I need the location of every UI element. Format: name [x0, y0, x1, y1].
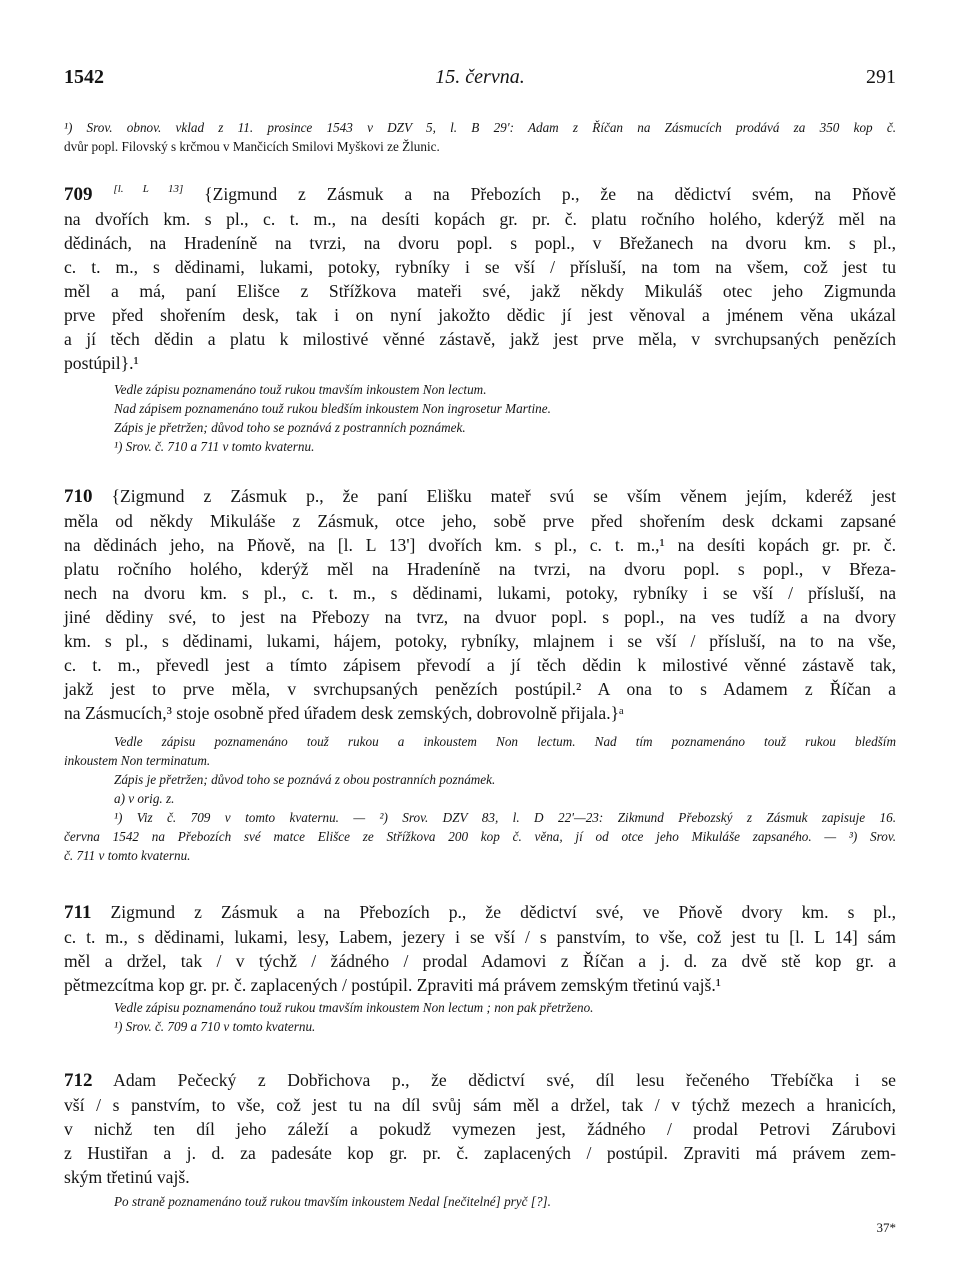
entry-line: na Zásmucích,³ stoje osobně před úřadem desk zemských, dobrovolně přijala.}ᵃ — [64, 703, 624, 723]
entry-number: 712 — [64, 1070, 93, 1091]
entry-line: postúpil}.¹ — [64, 353, 139, 373]
entry-line: km. s pl., s dědinami, lukami, hájem, potoky, rybníky, mlajnem i se vší / přísluší, na to na vše, — [64, 631, 896, 651]
header-year: 1542 — [64, 66, 104, 88]
entry-text: Adam Pečecký z Dobřichova p., že dědictví své, díl lesu řečeného Třebíčka i se — [113, 1070, 896, 1090]
editorial-note: Zápis je přetržen; důvod toho se poznává z obou postranních poznámek. — [114, 772, 496, 787]
entry-number: 711 — [64, 902, 92, 923]
entry-line: jakž jest to prve měla, v svrchupsaných penězích postúpil.² A ona to s Adamem z Říčan a — [64, 679, 896, 699]
entry-711-notes — [64, 998, 946, 1036]
entry-line: prve před shořením desk, tak i on nyní jakožto dědic jí jest věnoval a jménem věna ukázal — [64, 305, 896, 325]
entry-line: c. t. m., s dědinami, lukami, lesy, Labem, jezery i se vší / s panstvím, to vše, což jest tu [l. L 14] sám — [64, 927, 896, 947]
entry-text: {Zigmund z Zásmuk p., že paní Elišku mateř svú se vším věnem jejím, kderéž jest — [111, 486, 896, 506]
signature-mark: 37* — [876, 1220, 896, 1235]
page-header — [64, 66, 896, 90]
entry-line: v nichž ten díl jeho záleží a pokudž vymezen jest, žádného / prodal Petrovi Zárubovi — [64, 1119, 896, 1139]
entry-709-notes — [64, 380, 946, 456]
entry-line: měla od někdy Mikuláše z Zásmuk, otce jeho, sobě prve před shořením desk dckami zapsané — [64, 511, 896, 531]
editorial-note: Po straně poznamenáno touž rukou tmavším inkoustem Nedal [nečitelné] pryč [?]. — [114, 1194, 551, 1209]
footnote: ¹) Srov. č. 710 a 711 v tomto kvaternu. — [114, 439, 315, 454]
entry-number: 710 — [64, 486, 93, 507]
footnote-line: ¹) Srov. obnov. vklad z 11. prosince 1543 v DZV 5, l. B 29': Adam z Říčan na Zásmucích prodává za 350 kop č. — [64, 120, 896, 135]
entry-line: jiné dědiny své, to jest na Přebozy na tvrz, na dvuor popl. s popl., na ves tudíž a na dvory — [64, 607, 896, 627]
entry-line — [64, 182, 896, 207]
editorial-note: Vedle zápisu poznamenáno touž rukou a inkoustem Non lectum. Nad tím poznamenáno touž rukou bledším — [114, 734, 896, 749]
entry-line: nech na dvoru km. s pl., c. t. m., s dědinami, lukami, potoky, rybníky i se vší / přísluší, na — [64, 583, 896, 603]
entry-line: c. t. m., s dědinami, lukami, potoky, rybníky i se vší / přísluší, na tom na všem, což jest tu — [64, 257, 896, 277]
top-footnote — [64, 118, 896, 156]
entry-line: na dvořích km. s pl., c. t. m., na desíti kopách gr. pr. č. platu ročního holého, kderýž měl na — [64, 209, 896, 229]
entry-line: dědinách, na Hradeníně na tvrzi, na dvoru popl. s popl., v Břežanech na dvoru km. s pl., — [64, 233, 896, 253]
footnote: ¹) Viz č. 709 v tomto kvaternu. — ²) Srov. DZV 83, l. D 22'—23: Zikmund Přebozský z Zásmuk zapisuje 16. — [114, 810, 896, 825]
footnote-line: dvůr popl. Filovský s krčmou v Mančicích Smilovi Myškovi ze Žlunic. — [64, 139, 440, 154]
entry-text: {Zigmund z Zásmuk a na Přebozích p., že na dědictví svém, na Pňově — [204, 184, 896, 204]
entry-712-notes — [64, 1192, 946, 1211]
entry-line — [64, 1068, 896, 1093]
editorial-note: Nad zápisem poznamenáno touž rukou bledším inkoustem Non ingrosetur Martine. — [114, 401, 551, 416]
entry-line: z Hustiřan a j. d. za padesáte kop gr. pr. č. zaplacených / postúpil. Zpraviti má právem zem- — [64, 1143, 896, 1163]
entry-number: 709 — [64, 184, 93, 205]
entry-line: pětmezcítma kop gr. pr. č. zaplacených / postúpil. Zpraviti má právem zemským třetinú vajš.¹ — [64, 975, 722, 995]
entry-line: měl a držel, tak / v týchž / žádného / prodal Adamovi z Říčan a j. d. za dvě stě kop gr. a — [64, 951, 896, 971]
entry-712 — [64, 1068, 896, 1189]
entry-line: na dědinách jeho, na Pňově, na [l. L 13'] dvořích km. s pl., c. t. m.,¹ na desíti kopách gr. pr. č. — [64, 535, 896, 555]
entry-text: Zigmund z Zásmuk a na Přebozích p., že dědictví své, ve Pňově dvory km. s pl., — [110, 902, 896, 922]
editorial-note: Zápis je přetržen; důvod toho se poznává z postranních poznámek. — [114, 420, 466, 435]
header-date: 15. června. — [435, 66, 525, 88]
page-number: 291 — [866, 66, 896, 88]
entry-line: ským třetinú vajš. — [64, 1167, 190, 1187]
footnote: č. 711 v tomto kvaternu. — [64, 848, 191, 863]
entry-710-notes — [64, 732, 896, 865]
entry-line: měl a má, paní Elišce z Střížkova mateři své, jakž někdy Mikuláš otec jeho Zigmunda — [64, 281, 896, 301]
footnote: ¹) Srov. č. 709 a 710 v tomto kvaternu. — [114, 1019, 316, 1034]
entry-line — [64, 900, 896, 925]
entry-710 — [64, 484, 896, 725]
editorial-note: a) v orig. z. — [114, 791, 175, 806]
editorial-note: Vedle zápisu poznamenáno touž rukou tmavším inkoustem Non lectum ; non pak přetrženo. — [114, 1000, 594, 1015]
entry-line: vší / s panstvím, to vše, což jest tu na díl svůj sám měl a držel, tak / v týchž mezech a hranicích, — [64, 1095, 896, 1115]
folio-reference: [l. L 13] — [113, 183, 184, 195]
entry-709 — [64, 182, 896, 375]
footnote: června 1542 na Přebozích své matce Elišce ze Střížkova 200 kop č. věna, jí od otce jeho Mikuláše zapsaného. — ³) Srov. — [64, 829, 896, 844]
entry-line: c. t. m., převedl jest a tímto zápisem převodí a jí těch dědin k milostivé věnné zástavě tak, — [64, 655, 896, 675]
editorial-note: inkoustem Non terminatum. — [64, 753, 211, 768]
entry-line: platu ročního holého, kderýž měl na Hradeníně na tvrzi, na dvoru popl. s popl., v Březa- — [64, 559, 896, 579]
entry-line: a jí těch dědin a platu k milostivé věnné zástavě, jakž jest prve měla, v svrchupsaných penězích — [64, 329, 896, 349]
entry-line — [64, 484, 896, 509]
entry-711 — [64, 900, 896, 997]
editorial-note: Vedle zápisu poznamenáno touž rukou tmavším inkoustem Non lectum. — [114, 382, 487, 397]
